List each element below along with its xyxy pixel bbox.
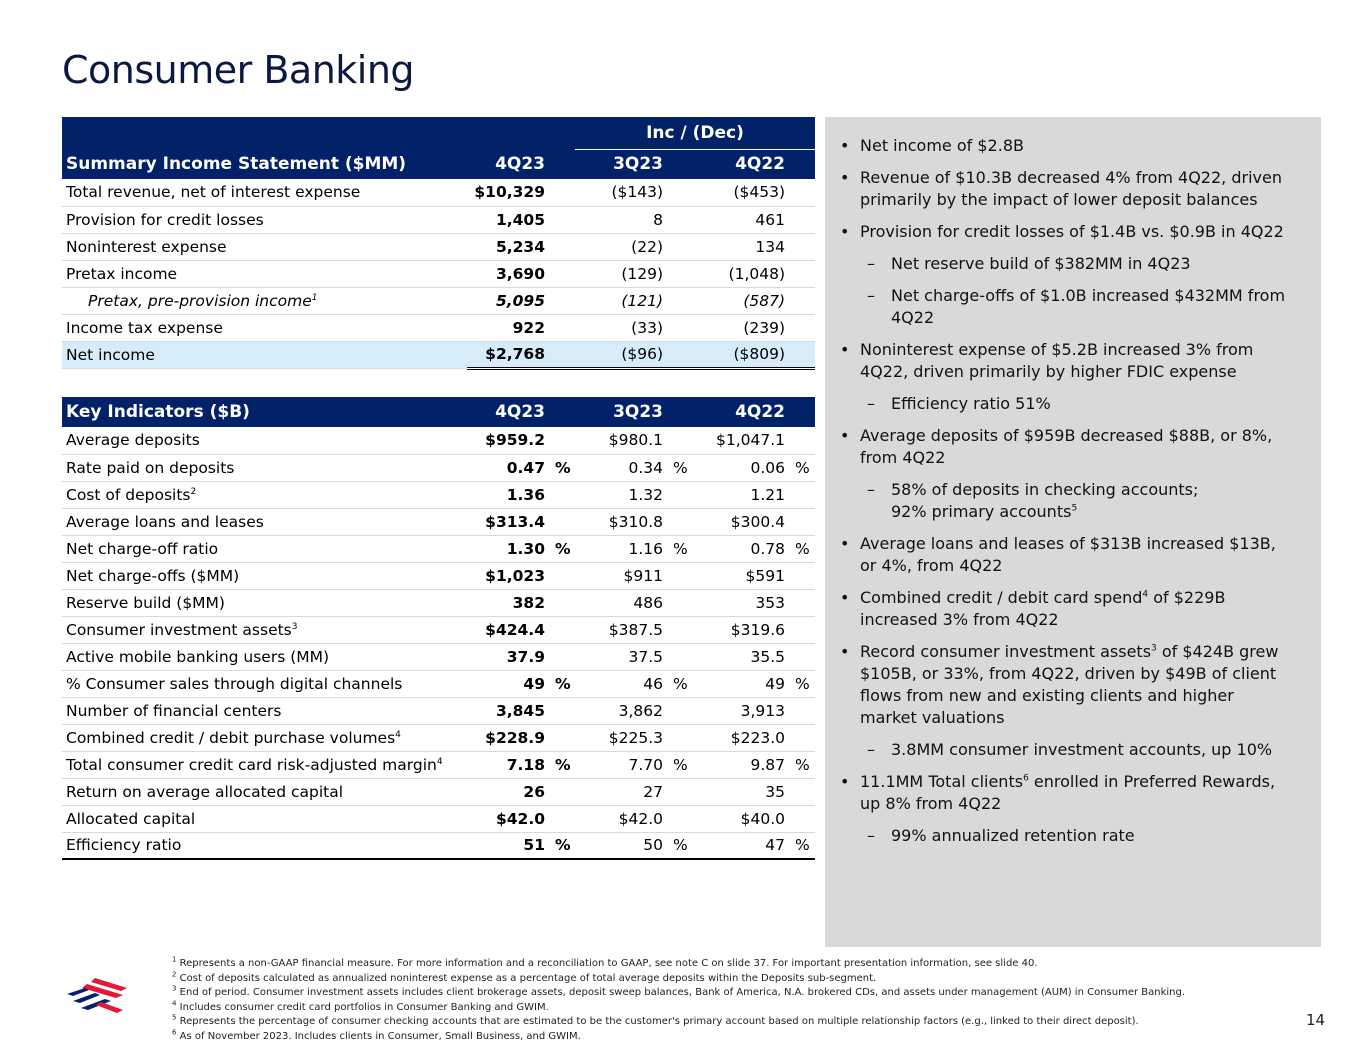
- bullet-text: Revenue of $10.3B decreased 4% from 4Q22, driven primarily by the impact of lower deposit balances: [860, 168, 1282, 209]
- row-label: Net income: [62, 341, 467, 368]
- indicator-row: [62, 508, 815, 535]
- value-4q22-change: (587): [693, 287, 787, 314]
- summary-row: [62, 179, 815, 206]
- footnote-number: 1: [172, 955, 177, 964]
- row-label: Efficiency ratio: [62, 832, 467, 859]
- pct-unit: %: [787, 751, 815, 778]
- footnote-ref: 2: [190, 486, 197, 497]
- row-label: % Consumer sales through digital channels: [62, 670, 467, 697]
- bullet-text: 11.1MM Total clients: [860, 772, 1024, 791]
- pct-unit: [547, 724, 575, 751]
- pct-unit: [547, 697, 575, 724]
- pct-unit: [665, 697, 693, 724]
- pct-unit: [547, 643, 575, 670]
- pct-unit: [787, 697, 815, 724]
- row-label: Rate paid on deposits: [62, 454, 467, 481]
- indicator-row: [62, 562, 815, 589]
- value-4q22: $1,047.1: [693, 427, 787, 454]
- value-4q23: $2,768: [467, 341, 547, 368]
- row-label: Pretax, pre-provision income$^1$: [62, 287, 467, 314]
- pct-unit: %: [547, 751, 575, 778]
- footnotes: [172, 957, 1185, 1045]
- pct-cell: [547, 341, 575, 368]
- pct-unit: [665, 778, 693, 805]
- value-3q23: 1.32: [575, 481, 665, 508]
- row-label: Combined credit / debit purchase volumes$^4$: [62, 724, 467, 751]
- bullet-text: Average deposits of $959B decreased $88B, or 8%, from 4Q22: [860, 426, 1273, 467]
- bullet-text: 99% annualized retention rate: [891, 826, 1135, 845]
- value-4q22: 0.06: [693, 454, 787, 481]
- bullet-item: [839, 587, 1291, 631]
- pct-unit: %: [665, 670, 693, 697]
- bullet-text: Efficiency ratio 51%: [891, 394, 1051, 413]
- value-3q23-change: (22): [575, 233, 665, 260]
- pct-unit: [787, 562, 815, 589]
- summary-row: [62, 287, 815, 314]
- value-4q23: 37.9: [467, 643, 547, 670]
- pct-unit: [665, 616, 693, 643]
- footnote-ref: 3: [291, 621, 298, 632]
- value-4q23: $424.4: [467, 616, 547, 643]
- footnote-number: 3: [172, 984, 177, 993]
- footnote-line: [172, 972, 1185, 987]
- footnote-ref: 1: [311, 292, 318, 303]
- pct-unit: [665, 481, 693, 508]
- pct-cell: [665, 314, 693, 341]
- sub-bullet-item: [839, 739, 1291, 761]
- row-label: Allocated capital: [62, 805, 467, 832]
- bullet-item: [839, 771, 1291, 815]
- value-3q23-change: (33): [575, 314, 665, 341]
- value-4q22: $223.0: [693, 724, 787, 751]
- pct-unit: [787, 589, 815, 616]
- footnote-line: [172, 1001, 1185, 1016]
- value-4q22-change: ($809): [693, 341, 787, 368]
- row-label: Pretax income: [62, 260, 467, 287]
- value-4q22-change: 461: [693, 206, 787, 233]
- pct-unit: [547, 805, 575, 832]
- value-4q23: $42.0: [467, 805, 547, 832]
- bullet-item: [839, 641, 1291, 729]
- bullet-item: [839, 425, 1291, 469]
- value-4q22: 47: [693, 832, 787, 859]
- summary-header-4q23: 4Q23: [467, 149, 547, 179]
- pct-unit: [787, 427, 815, 454]
- pct-unit: [665, 643, 693, 670]
- footnote-text: Represents the percentage of consumer checking accounts that are estimated to be the customer's primary account based on multiple relationship factors (e.g., linked to their direct deposit).: [179, 1016, 1139, 1028]
- sub-bullet-item: [839, 393, 1291, 415]
- bullet-item: [839, 167, 1291, 211]
- value-3q23: 27: [575, 778, 665, 805]
- indicators-header-label: Key Indicators ($B): [62, 397, 467, 427]
- value-4q23: $959.2: [467, 427, 547, 454]
- value-3q23-change: ($96): [575, 341, 665, 368]
- bullet-text: Noninterest expense of $5.2B increased 3% from 4Q22, driven primarily by higher FDIC expense: [860, 340, 1254, 381]
- value-4q23: 0.47: [467, 454, 547, 481]
- bullet-item: [839, 135, 1291, 157]
- value-4q23: 922: [467, 314, 547, 341]
- bullet-text: 3.8MM consumer investment accounts, up 10%: [891, 740, 1273, 759]
- value-4q22-change: 134: [693, 233, 787, 260]
- value-3q23-change: (121): [575, 287, 665, 314]
- footnote-line: [172, 986, 1185, 1001]
- footnote-text: Represents a non-GAAP financial measure. For more information and a reconciliation to GAAP, see note C on slide 37. For important presentation information, see slide 40.: [179, 958, 1038, 969]
- pct-unit: [547, 778, 575, 805]
- bullet-text: Provision for credit losses of $1.4B vs. $0.9B in 4Q22: [860, 222, 1284, 241]
- row-label: Return on average allocated capital: [62, 778, 467, 805]
- pct-cell: [665, 287, 693, 314]
- summary-income-statement-table: [62, 117, 815, 370]
- value-4q23: 3,690: [467, 260, 547, 287]
- footnote-number: 2: [172, 970, 177, 979]
- pct-unit: [547, 427, 575, 454]
- value-3q23: 0.34: [575, 454, 665, 481]
- value-4q23: 1.36: [467, 481, 547, 508]
- indicator-row: [62, 643, 815, 670]
- bullet-text: Net charge-offs of $1.0B increased $432MM from 4Q22: [891, 286, 1286, 327]
- pct-unit: [787, 616, 815, 643]
- inc-dec-header: Inc / (Dec): [575, 117, 815, 149]
- pct-cell: [547, 206, 575, 233]
- indicators-header-4q23: 4Q23: [467, 397, 547, 427]
- value-3q23-change: ($143): [575, 179, 665, 206]
- pct-cell: [665, 206, 693, 233]
- footnote-line: [172, 1015, 1185, 1030]
- value-4q23: 1.30: [467, 535, 547, 562]
- row-label: Net charge-off ratio: [62, 535, 467, 562]
- value-4q23: 1,405: [467, 206, 547, 233]
- bullet-text: enrolled in Preferred Rewards, up 8% from 4Q22: [860, 772, 1276, 813]
- bullet-text: 92% primary accounts: [891, 502, 1072, 521]
- sub-bullet-item: [839, 825, 1291, 847]
- footnote-line: [172, 1030, 1185, 1045]
- value-3q23: 37.5: [575, 643, 665, 670]
- value-4q23: 3,845: [467, 697, 547, 724]
- pct-unit: %: [787, 535, 815, 562]
- indicator-row: [62, 670, 815, 697]
- row-label: Number of financial centers: [62, 697, 467, 724]
- pct-unit: [787, 481, 815, 508]
- bank-flag-logo-icon: [65, 974, 135, 1029]
- pct-cell: [665, 179, 693, 206]
- indicator-row: [62, 535, 815, 562]
- summary-group-header-row: [62, 117, 815, 149]
- summary-row: [62, 260, 815, 287]
- value-4q22: $300.4: [693, 508, 787, 535]
- footnote-ref: 4: [436, 756, 443, 767]
- bullet-text: of $424B grew $105B, or 33%, from 4Q22, driven by $49B of client flows from new and existing clients and higher market valuations: [860, 642, 1279, 727]
- indicator-row: [62, 832, 815, 859]
- page-number: 14: [1306, 1011, 1326, 1029]
- value-3q23: 1.16: [575, 535, 665, 562]
- pct-cell: [665, 233, 693, 260]
- value-4q23: 7.18: [467, 751, 547, 778]
- pct-cell: [547, 287, 575, 314]
- sub-bullet-item: [839, 479, 1291, 523]
- pct-unit: [787, 508, 815, 535]
- pct-cell: [547, 314, 575, 341]
- indicator-row: [62, 805, 815, 832]
- indicator-row: [62, 454, 815, 481]
- footnote-text: End of period. Consumer investment assets includes client brokerage assets, deposit sweep balances, Bank of America, N.A. brokered CDs, and assets under management (AUM) in Consumer Banking.: [179, 987, 1186, 999]
- value-4q22: $319.6: [693, 616, 787, 643]
- indicators-header-3q23: 3Q23: [575, 397, 665, 427]
- pct-unit: [547, 481, 575, 508]
- value-3q23: $911: [575, 562, 665, 589]
- value-4q23: $1,023: [467, 562, 547, 589]
- pct-unit: %: [787, 670, 815, 697]
- pct-unit: %: [665, 535, 693, 562]
- indicator-row: [62, 481, 815, 508]
- value-3q23: $42.0: [575, 805, 665, 832]
- value-3q23: $980.1: [575, 427, 665, 454]
- footnote-number: 5: [172, 1014, 177, 1023]
- bullet-item: [839, 221, 1291, 243]
- bullet-text: Combined credit / debit card spend: [860, 588, 1143, 607]
- pct-unit: [665, 508, 693, 535]
- pct-unit: [787, 778, 815, 805]
- value-4q22: 3,913: [693, 697, 787, 724]
- value-3q23: 46: [575, 670, 665, 697]
- pct-unit: [665, 427, 693, 454]
- value-4q22: 35: [693, 778, 787, 805]
- pct-unit: [547, 562, 575, 589]
- pct-unit: %: [665, 454, 693, 481]
- summary-header-label: Summary Income Statement ($MM): [62, 149, 467, 179]
- value-4q22: 353: [693, 589, 787, 616]
- key-indicators-table: [62, 397, 815, 860]
- pct-unit: %: [665, 832, 693, 859]
- value-4q23: 382: [467, 589, 547, 616]
- bullet-item: [839, 533, 1291, 577]
- pct-unit: [787, 724, 815, 751]
- pct-cell: [787, 287, 815, 314]
- row-label: Provision for credit losses: [62, 206, 467, 233]
- summary-row: [62, 206, 815, 233]
- pct-cell: [665, 341, 693, 368]
- pct-unit: [547, 589, 575, 616]
- footnote-ref: 6: [1023, 773, 1029, 784]
- bullet-text: of $229B increased 3% from 4Q22: [860, 588, 1226, 629]
- summary-header-row: [62, 149, 815, 179]
- summary-header-4q22: 4Q22: [693, 149, 787, 179]
- pct-cell: [547, 233, 575, 260]
- pct-cell: [787, 341, 815, 368]
- bullet-text: Average loans and leases of $313B increased $13B, or 4%, from 4Q22: [860, 534, 1276, 575]
- indicator-row: [62, 724, 815, 751]
- row-label: Consumer investment assets$^3$: [62, 616, 467, 643]
- value-4q22-change: (239): [693, 314, 787, 341]
- row-label: Cost of deposits$^2$: [62, 481, 467, 508]
- summary-row: [62, 314, 815, 341]
- pct-unit: %: [547, 832, 575, 859]
- bullet-text: Record consumer investment assets: [860, 642, 1152, 661]
- pct-unit: [787, 805, 815, 832]
- value-3q23: $310.8: [575, 508, 665, 535]
- row-label: Income tax expense: [62, 314, 467, 341]
- pct-cell: [787, 260, 815, 287]
- pct-unit: %: [547, 454, 575, 481]
- value-3q23: 50: [575, 832, 665, 859]
- indicators-header-4q22: 4Q22: [693, 397, 787, 427]
- bullet-text: Net income of $2.8B: [860, 136, 1024, 155]
- sub-bullet-item: [839, 285, 1291, 329]
- pct-unit: %: [547, 535, 575, 562]
- pct-unit: [665, 589, 693, 616]
- footnote-ref: 3: [1151, 643, 1157, 654]
- footnote-ref: 4: [395, 729, 401, 740]
- sub-bullet-item: [839, 253, 1291, 275]
- footnote-number: 6: [172, 1028, 177, 1037]
- value-4q23: 5,234: [467, 233, 547, 260]
- pct-unit: [665, 562, 693, 589]
- pct-cell: [547, 179, 575, 206]
- pct-unit: %: [787, 454, 815, 481]
- indicator-row: [62, 697, 815, 724]
- bullet-item: [839, 339, 1291, 383]
- row-label: Total consumer credit card risk-adjusted margin$^4$: [62, 751, 467, 778]
- summary-header-3q23: 3Q23: [575, 149, 665, 179]
- pct-cell: [787, 206, 815, 233]
- pct-cell: [787, 233, 815, 260]
- value-4q23: 5,095: [467, 287, 547, 314]
- page-title: Consumer Banking: [62, 48, 415, 92]
- footnote-line: [172, 957, 1185, 972]
- value-3q23: $387.5: [575, 616, 665, 643]
- row-label: Reserve build ($MM): [62, 589, 467, 616]
- pct-unit: [665, 805, 693, 832]
- value-4q23: 26: [467, 778, 547, 805]
- commentary-panel: [825, 117, 1321, 947]
- pct-unit: [787, 643, 815, 670]
- value-3q23-change: 8: [575, 206, 665, 233]
- pct-cell: [787, 314, 815, 341]
- indicator-row: [62, 589, 815, 616]
- row-label: Noninterest expense: [62, 233, 467, 260]
- pct-unit: %: [787, 832, 815, 859]
- footnote-ref: 4: [1142, 589, 1149, 600]
- indicator-row: [62, 427, 815, 454]
- value-4q22: 9.87: [693, 751, 787, 778]
- value-3q23: 486: [575, 589, 665, 616]
- value-4q22: 0.78: [693, 535, 787, 562]
- row-label: Active mobile banking users (MM): [62, 643, 467, 670]
- pct-unit: %: [547, 670, 575, 697]
- summary-row: [62, 233, 815, 260]
- value-4q23: 49: [467, 670, 547, 697]
- value-4q22: $591: [693, 562, 787, 589]
- value-4q23: $313.4: [467, 508, 547, 535]
- value-4q22: $40.0: [693, 805, 787, 832]
- pct-cell: [665, 260, 693, 287]
- footnote-text: Cost of deposits calculated as annualized noninterest expense as a percentage of total average deposits within the Deposits sub-segment.: [179, 972, 877, 984]
- row-label: Total revenue, net of interest expense: [62, 179, 467, 206]
- value-4q23: $228.9: [467, 724, 547, 751]
- pct-unit: [665, 724, 693, 751]
- pct-unit: [547, 508, 575, 535]
- value-3q23: 7.70: [575, 751, 665, 778]
- value-4q22-change: (1,048): [693, 260, 787, 287]
- value-4q22: 35.5: [693, 643, 787, 670]
- footnote-text: Includes consumer credit card portfolios in Consumer Banking and GWIM.: [179, 1001, 549, 1013]
- value-4q22: 1.21: [693, 481, 787, 508]
- footnote-ref: 5: [1071, 503, 1078, 514]
- row-label: Average loans and leases: [62, 508, 467, 535]
- pct-unit: [547, 616, 575, 643]
- indicators-header-row: [62, 397, 815, 427]
- pct-unit: %: [665, 751, 693, 778]
- value-4q23: 51: [467, 832, 547, 859]
- row-label: Average deposits: [62, 427, 467, 454]
- indicator-row: [62, 751, 815, 778]
- indicator-row: [62, 778, 815, 805]
- pct-cell: [547, 260, 575, 287]
- value-3q23-change: (129): [575, 260, 665, 287]
- value-3q23: 3,862: [575, 697, 665, 724]
- value-3q23: $225.3: [575, 724, 665, 751]
- bullet-text: Net reserve build of $382MM in 4Q23: [891, 254, 1191, 273]
- value-4q23: $10,329: [467, 179, 547, 206]
- pct-cell: [787, 179, 815, 206]
- value-4q22-change: ($453): [693, 179, 787, 206]
- footnote-text: As of November 2023. Includes clients in Consumer, Small Business, and GWIM.: [179, 1030, 581, 1042]
- summary-row: [62, 341, 815, 368]
- row-label: Net charge-offs ($MM): [62, 562, 467, 589]
- bullet-text: 58% of deposits in checking accounts;: [891, 480, 1199, 499]
- footnote-number: 4: [172, 999, 177, 1008]
- value-4q22: 49: [693, 670, 787, 697]
- indicator-row: [62, 616, 815, 643]
